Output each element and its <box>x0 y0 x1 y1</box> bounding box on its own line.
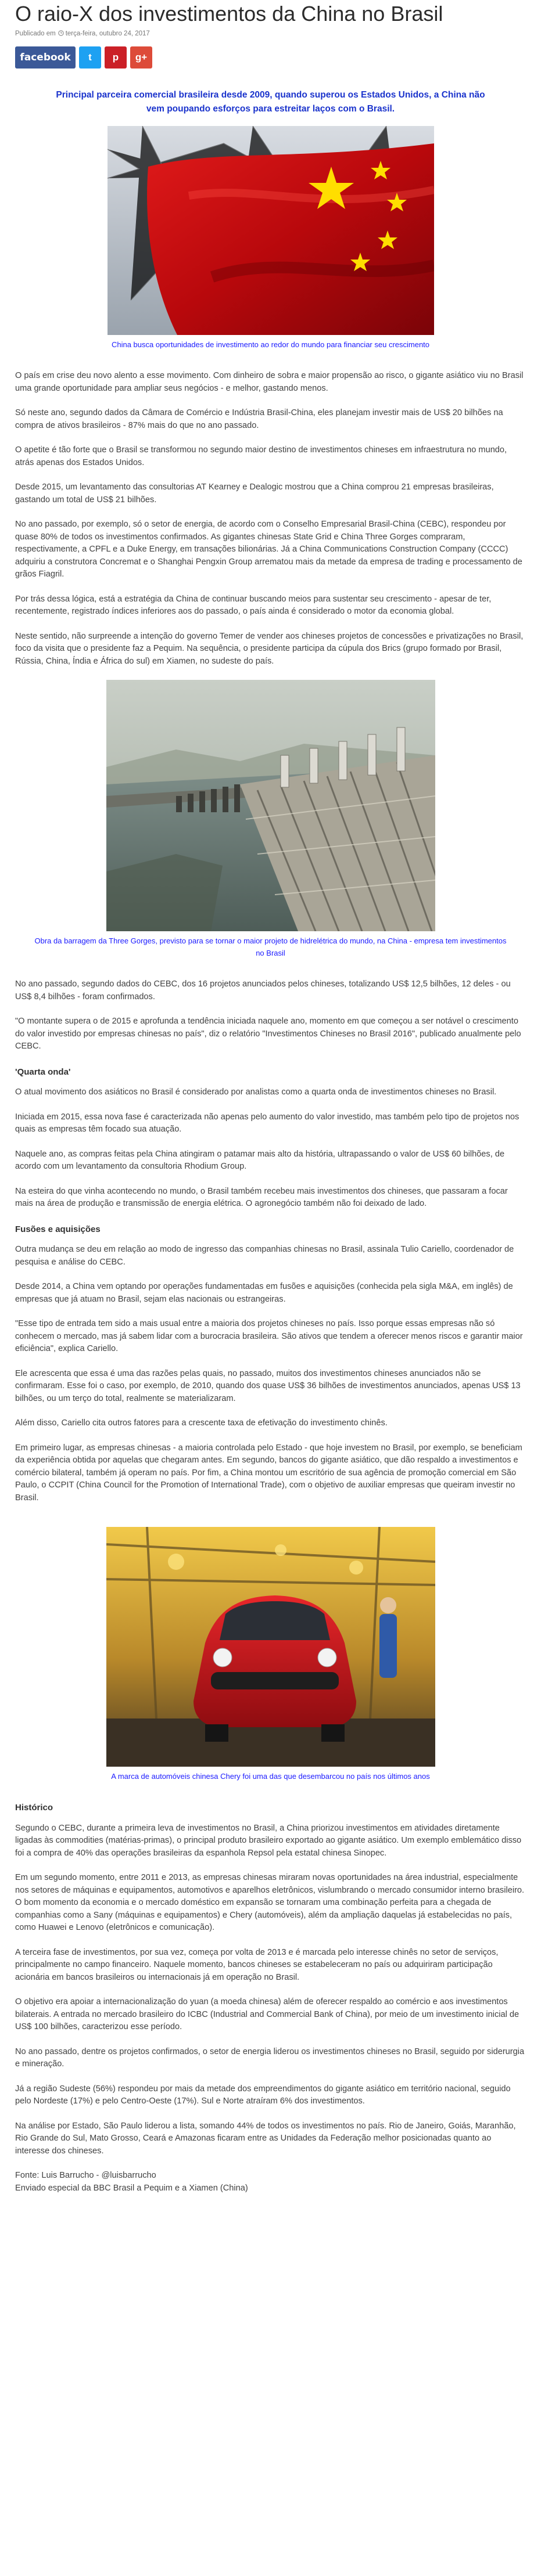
page-title: O raio-X dos investimentos da China no Brasil <box>15 2 443 26</box>
paragraph: Em primeiro lugar, as empresas chinesas - a maioria controlada pelo Estado - que hoje investem no Brasil, por exemplo, se beneficiam da experiência obtida por aquelas que chegaram antes. Em segundo, bancos do gigante asiático, que dão respaldo a investimentos e comércio bilateral, também já operam no país. Por fim, a China montou um escritório de sua agência de promoção comercial em São Paulo, o CCPIT (China Council for the Promotion of International Trade), com o objetivo de auxiliar empresas que queiram investir no Brasil. <box>15 1443 522 1503</box>
paragraph: O objetivo era apoiar a internacionalização do yuan (a moeda chinesa) além de oferecer respaldo ao comércio e aos investimentos bilaterais. A entrada no mercado brasileiro do ICBC (Industrial and Commercial Bank of China), por meio de um investimento inicial de US$ 100 bilhões, caracterizou esse período. <box>15 1997 519 2031</box>
paragraph: A terceira fase de investimentos, por sua vez, começa por volta de 2013 e é marcada pelo interesse chinês no setor de serviços, principalmente no campo financeiro. Naquele momento, bancos chineses se estabeleceram no país ou adquiriram participação acionária em bancos brasileiros ou internacionais já em operação no Brasil. <box>15 1947 499 1982</box>
paragraph: Em um segundo momento, entre 2011 e 2013, as empresas chinesas miraram novas oportunidades na área industrial, especialmente nos setores de máquinas e equipamentos, automotivos e aparelhos eletrônicos, vislumbrando o mercado consumidor interno brasileiro. O bom momento da economia e o mercado doméstico em expansão se tornaram uma combinação perfeita para a chegada de companhias como a Sany (máquinas e equipamentos) e Chery (automóveis), além da ampliação daquelas já estabelecidas no país, como Huawei e Lenovo (eletrônicos e comunicação). <box>15 1873 525 1932</box>
paragraph: O país em crise deu novo alento a esse movimento. Com dinheiro de sobra e maior propensão ao risco, o gigante asiático viu no Brasil uma grande oportunidade para ampliar seus negócios - e melhor, gastando menos. <box>15 371 524 393</box>
paragraph: Além disso, Cariello cita outros fatores para a crescente taxa de efetivação do investimento chinês. <box>15 1418 388 1428</box>
paragraph: Já a região Sudeste (56%) respondeu por mais da metade dos empreendimentos do gigante asiático em território nacional, seguido pelo Nordeste (17%) e pelo Centro-Oeste (17%). Sul e Norte atraíram 6% dos investimentos. <box>15 2084 511 2106</box>
published-label: Publicado em <box>15 30 56 37</box>
paragraph: Na análise por Estado, São Paulo liderou a lista, somando 44% de todos os investimentos no país. Rio de Janeiro, Goiás, Maranhão, Rio Grande do Sul, Mato Grosso, Ceará e Amazonas ficaram entre as Unidades da Federação melhor posicionadas quanto ao interesse dos chineses. <box>15 2121 516 2156</box>
source-note: Enviado especial da BBC Brasil a Pequim e a Xiamen (China) <box>15 2183 248 2193</box>
twitter-icon: t <box>88 52 92 63</box>
paragraph: Outra mudança se deu em relação ao modo de ingresso das companhias chinesas no Brasil, assinala Tulio Cariello, coordenador de pesquisa e análise do CEBC. <box>15 1245 514 1267</box>
paragraph: "O montante supera o de 2015 e aprofunda a tendência iniciada naquele ano, momento em que começou a ser notável o crescimento do valor investido por empresas chinesas no país", diz o relatório "Investimentos Chineses no Brasil 2016", publicado anualmente pelo CEBC. <box>15 1017 521 1051</box>
section-heading: Histórico <box>15 1803 53 1813</box>
pinterest-share-button[interactable] <box>105 46 127 69</box>
figure-caption: A marca de automóveis chinesa Chery foi uma das que desembarcou no país nos últimos anos <box>111 1772 430 1781</box>
paragraph: Ele acrescenta que essa é uma das razões pelas quais, no passado, muitos dos investimentos chineses anunciados não se confirmaram. Esse foi o caso, por exemplo, de 2010, quando dos quase US$ 36 bilhões de investimentos anunciados, apenas US$ 13 bilhões, ou um terço do total, realmente se materializaram. <box>15 1368 521 1403</box>
pinterest-icon: p <box>112 52 119 63</box>
google-plus-icon: g+ <box>135 52 148 63</box>
paragraph: No ano passado, dentre os projetos confirmados, o setor de energia liderou os investimentos chineses no Brasil, seguido por siderurgia e mineração. <box>15 2047 525 2069</box>
paragraph: Desde 2015, um levantamento das consultorias AT Kearney e Dealogic mostrou que a China comprou 21 empresas brasileiras, gastando um total de US$ 21 bilhões. <box>15 482 494 505</box>
three-gorges-dam-image <box>106 680 435 931</box>
source-credit <box>15 2170 526 2195</box>
figure-caption: Obra da barragem da Three Gorges, previsto para se tornar o maior projeto de hidrelétrica do mundo, na China - empresa tem investimentos no Brasil <box>34 936 507 957</box>
figure-caption: China busca oportunidades de investimento ao redor do mundo para financiar seu crescimento <box>111 340 430 349</box>
paragraph: "Esse tipo de entrada tem sido a mais usual entre a maioria dos projetos chineses no país. Isso porque essas empresas não só conhecem o mercado, mas já sabem lidar com a burocracia brasileira. São ativos que tendem a oferecer menos riscos e garantir maior eficiência", explica Cariello. <box>15 1319 523 1353</box>
china-flag-image <box>108 126 434 335</box>
paragraph: Neste sentido, não surpreende a intenção do governo Temer de vender aos chineses projetos de concessões e privatizações no Brasil, foco da visita que o presidente faz a Pequim. Na sequência, o presidente participa da cúpula dos Brics (grupo formado por Brasil, Rússia, China, Índia e África do sul) em Xiamen, no sudeste do país. <box>15 631 524 666</box>
post-date: terça-feira, outubro 24, 2017 <box>65 30 150 37</box>
clock-icon <box>58 30 64 38</box>
twitter-share-button[interactable] <box>79 46 101 69</box>
share-buttons <box>15 46 526 69</box>
paragraph: O apetite é tão forte que o Brasil se transformou no segundo maior destino de investimentos chineses em infraestrutura no mundo, atrás apenas dos Estados Unidos. <box>15 445 507 467</box>
paragraph: Iniciada em 2015, essa nova fase é caracterizada não apenas pelo aumento do valor investido, mas também pelo tipo de projetos nos quais as empresas têm focado sua atuação. <box>15 1112 519 1134</box>
section-heading: 'Quarta onda' <box>15 1067 71 1077</box>
paragraph: Só neste ano, segundo dados da Câmara de Comércio e Indústria Brasil-China, eles planejam investir mais de US$ 20 bilhões na compra de ativos brasileiros - 87% mais do que no ano passado. <box>15 408 503 430</box>
source-author: Fonte: Luis Barrucho - @luisbarrucho <box>15 2171 156 2180</box>
facebook-share-button[interactable] <box>15 46 76 69</box>
paragraph: Segundo o CEBC, durante a primeira leva de investimentos no Brasil, a China priorizou investimentos em atividades diretamente ligadas às commodities (matérias-primas), o principal produto brasileiro exportado ao gigante asiático. Um exemplo emblemático disso foi a compra de 40% das operações brasileiras da espanhola Repsol pela estatal chinesa Sinopec. <box>15 1823 522 1858</box>
article-body-3 <box>15 1802 526 2195</box>
paragraph: Naquele ano, as compras feitas pela China atingiram o patamar mais alto da história, ultrapassando o valor de US$ 60 bilhões, de acordo com um levantamento da consultoria Rhodium Group. <box>15 1149 505 1171</box>
paragraph: Desde 2014, a China vem optando por operações fundamentadas em fusões e aquisições (conhecida pela sigla M&A, em inglês) de empresas que já atuam no Brasil, sejam elas nacionais ou estrangeiras. <box>15 1282 513 1304</box>
facebook-label: facebook <box>20 52 71 63</box>
lead-paragraph: Principal parceira comercial brasileira desde 2009, quando superou os Estados Unidos, a China não vem poupando esforços para estreitar laços com o Brasil. <box>56 90 485 114</box>
paragraph: Na esteira do que vinha acontecendo no mundo, o Brasil também recebeu mais investimentos dos chineses, que passaram a focar mais na área de produção e transmissão de energia elétrica. O agronegócio também não foi deixado de lado. <box>15 1186 508 1208</box>
paragraph: Por trás dessa lógica, está a estratégia da China de continuar buscando meios para sustentar seu crescimento - apesar de ter, recentemente, registrado índices inferiores aos do passado, o país ainda é considerado o motor da economia global. <box>15 594 492 616</box>
google-plus-share-button[interactable] <box>130 46 152 69</box>
article-body-2 <box>15 978 526 1504</box>
chery-factory-image <box>106 1527 435 1767</box>
article-body <box>15 370 526 668</box>
paragraph: No ano passado, segundo dados do CEBC, dos 16 projetos anunciados pelos chineses, totalizando US$ 12,5 bilhões, 12 deles - ou US$ 8,4 bilhões - foram confirmados. <box>15 979 511 1001</box>
section-heading: Fusões e aquisições <box>15 1224 101 1234</box>
post-meta <box>15 29 526 38</box>
paragraph: O atual movimento dos asiáticos no Brasil é considerado por analistas como a quarta onda de investimentos chineses no Brasil. <box>15 1087 497 1097</box>
paragraph: No ano passado, por exemplo, só o setor de energia, de acordo com o Conselho Empresarial Brasil-China (CEBC), respondeu por quase 80% de todos os investimentos confirmados. As gigantes chinesas State Grid e China Three Gorges compraram, respectivamente, a CPFL e a Duke Energy, em transações bilionárias. Já a China Communications Construction Company (CCCC) adquiriu a construtora Concremat e o Shanghai Pengxin Group arrematou mais da metade da empresa de trading e processamento de grãos Fiagril. <box>15 520 522 579</box>
